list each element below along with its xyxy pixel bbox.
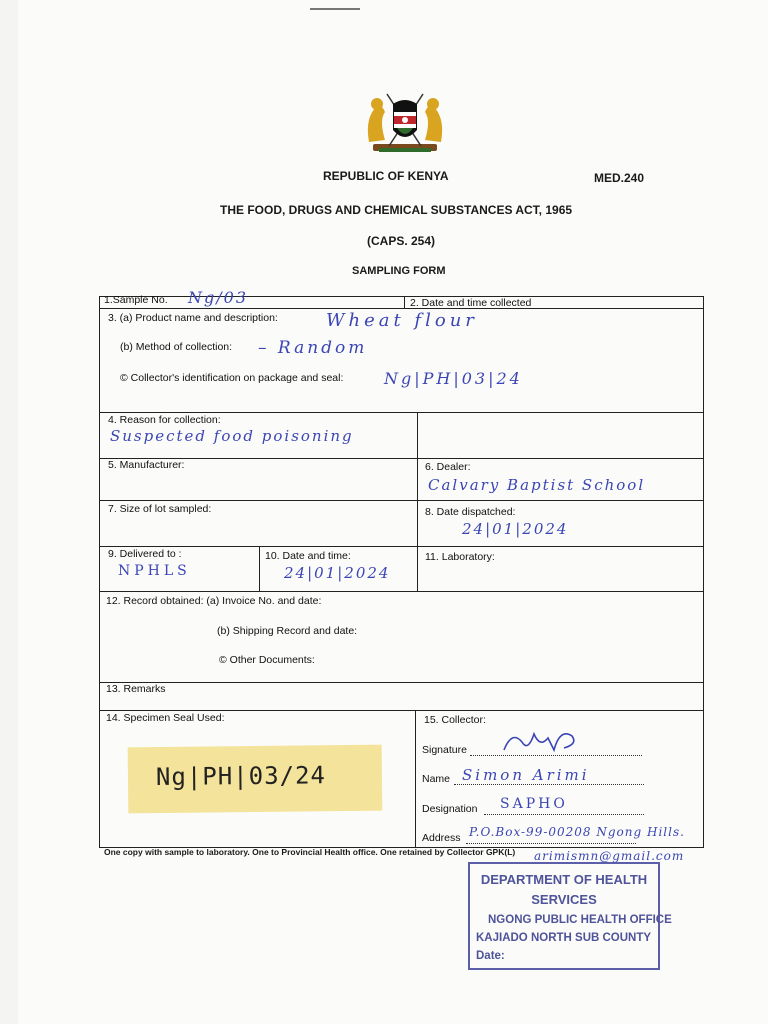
stamp-line-4: KAJIADO NORTH SUB COUNTY — [476, 932, 652, 944]
signature-scribble — [500, 724, 580, 758]
lot-size-label: 7. Size of lot sampled: — [108, 503, 212, 515]
manufacturer-label: 5. Manufacturer: — [108, 459, 185, 471]
date-time-label: 10. Date and time: — [265, 550, 351, 562]
collector-label: 15. Collector: — [424, 714, 486, 726]
distribution-note: One copy with sample to laboratory. One to Provincial Health office. One retained by Collector GPK(L) — [104, 847, 516, 857]
date-dispatched-label: 8. Date dispatched: — [425, 506, 516, 518]
stamp-line-5: Date: — [476, 950, 505, 962]
designation-label: Designation — [422, 803, 478, 815]
date-time-value: 24|01|2024 — [284, 564, 391, 582]
name-value: Simon Arimi — [462, 766, 590, 784]
stamp-line-1: DEPARTMENT OF HEALTH — [480, 872, 648, 887]
laboratory-label: 11. Laboratory: — [425, 551, 495, 563]
collector-id-value: Ng|PH|03|24 — [384, 369, 523, 388]
collector-id-label: © Collector's identification on package and seal: — [120, 372, 344, 384]
email-value: arimismn@gmail.com — [534, 849, 685, 863]
caps-heading: (CAPS. 254) — [367, 234, 436, 248]
specimen-seal-sticker — [128, 745, 383, 814]
sample-no-label: 1.Sample No. — [104, 294, 168, 306]
date-dispatched-value: 24|01|2024 — [462, 520, 569, 538]
department-stamp — [468, 862, 672, 970]
designation-value: SAPHO — [500, 796, 568, 812]
staple-mark — [310, 8, 360, 10]
dealer-label: 6. Dealer: — [425, 461, 471, 473]
name-label: Name — [422, 773, 451, 785]
method-label: (b) Method of collection: — [120, 341, 233, 353]
delivered-to-label: 9. Delivered to : — [108, 548, 182, 560]
dealer-value: Calvary Baptist School — [428, 476, 646, 494]
product-label: 3. (a) Product name and description: — [108, 312, 278, 324]
product-value: Wheat flour — [326, 310, 478, 331]
address-label: Address — [422, 832, 461, 844]
reason-label: 4. Reason for collection: — [108, 414, 221, 426]
sample-no-value: Ng/03 — [188, 288, 248, 307]
remarks-label: 13. Remarks — [106, 683, 166, 695]
seal-label: 14. Specimen Seal Used: — [106, 712, 225, 724]
record-label: 12. Record obtained: (a) Invoice No. and date: — [106, 595, 322, 607]
kenya-coat-of-arms-icon — [359, 90, 451, 154]
stamp-line-2: SERVICES — [531, 892, 597, 907]
method-value: – Random — [258, 338, 368, 358]
seal-value: Ng|PH|03/24 — [155, 761, 327, 792]
act-heading: THE FOOD, DRUGS AND CHEMICAL SUBSTANCES ACT, 1965 — [220, 203, 573, 217]
stamp-line-3: NGONG PUBLIC HEALTH OFFICE — [488, 914, 672, 926]
form-title: SAMPLING FORM — [352, 265, 446, 277]
shipping-label: (b) Shipping Record and date: — [217, 625, 358, 637]
signature-label: Signature — [422, 744, 467, 756]
other-docs-label: © Other Documents: — [219, 654, 315, 666]
republic-heading: REPUBLIC OF KENYA — [323, 169, 449, 183]
delivered-to-value: NPHLS — [118, 563, 191, 579]
reason-value: Suspected food poisoning — [110, 427, 354, 445]
form-code: MED.240 — [594, 171, 645, 185]
date-time-collected-label: 2. Date and time collected — [410, 297, 532, 309]
address-value: P.O.Box-99-00208 Ngong Hills. — [469, 825, 685, 839]
